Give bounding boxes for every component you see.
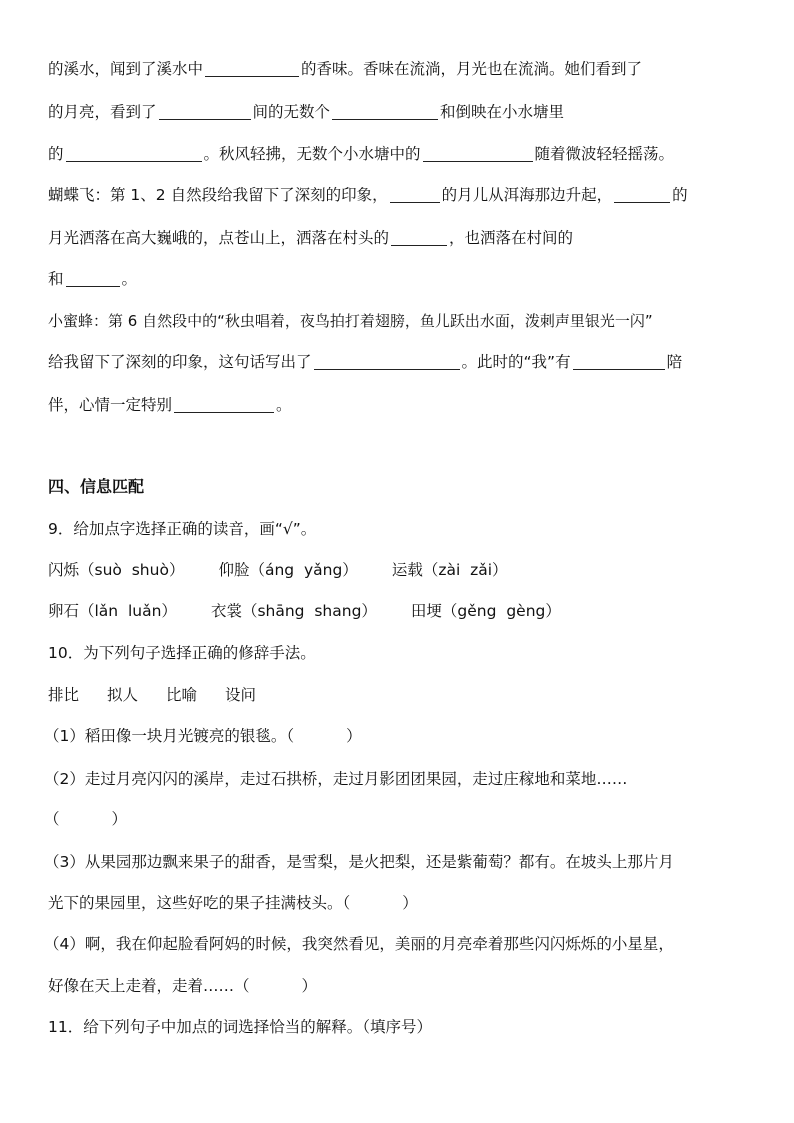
text: 9．给加点字选择正确的读音，画“√”。 [48,520,317,538]
option-biyu: 比喻 [166,686,198,704]
text-line-2 [48,101,564,123]
section-heading [48,476,144,498]
answer-blank[interactable] [391,229,447,246]
text: ） [346,727,362,745]
text: 的香味。香味在流淌，月光也在流淌。她们看到了 [301,60,643,78]
pinyin-option[interactable]: 运载（zài zǎi） [391,561,508,579]
text: ） [301,977,318,995]
text: ） [402,894,418,912]
text: 好像在天上走着，走着……（ [48,977,250,995]
text: ） [111,810,128,828]
pinyin-option[interactable]: 仰脸（áng yǎng） [218,561,358,579]
answer-blank[interactable] [614,186,670,203]
text: 和 [48,270,64,288]
text: 。秋风轻拂，无数个小水塘中的 [203,145,421,163]
text-line-8 [48,351,682,373]
option-shewen: 设问 [225,686,257,704]
question-10-prompt [48,642,316,664]
text: （2）走过月亮闪闪的溪岸，走过石拱桥，走过月影团团果园，走过庄稼地和菜地…… [44,770,628,788]
answer-blank[interactable] [423,145,533,162]
text: 光下的果园里，这些好吃的果子挂满枝头。（ [48,894,351,912]
text: 的溪水，闻到了溪水中 [48,60,204,78]
sentence-3 [44,851,674,873]
text: 间的无数个 [252,103,331,121]
question-11-prompt [48,1016,432,1038]
answer-blank[interactable] [66,270,120,287]
pinyin-option[interactable]: 衣裳（shāng shang） [210,602,377,620]
sentence-3-cont [48,892,418,914]
rhetoric-options [48,684,256,706]
answer-blank[interactable] [174,396,274,413]
text: 伴，心情一定特别 [48,396,173,414]
pinyin-option[interactable]: 田埂（gěng gèng） [410,602,561,620]
question-9-row-1 [48,559,508,581]
option-niren: 拟人 [107,686,139,704]
text: 随着微波轻轻摇荡。 [534,145,675,163]
text: 给我留下了深刻的印象，这句话写出了 [48,353,312,371]
answer-blank[interactable] [205,60,299,77]
text: （4）啊，我在仰起脸看阿妈的时候，我突然看见，美丽的月亮牵着那些闪闪烁烁的小星星， [44,935,674,953]
sentence-4-cont [48,975,317,997]
text: 和倒映在小水塘里 [440,103,565,121]
text: 的 [48,145,64,163]
text: 月光洒落在高大巍峨的，点苍山上，洒落在村头的 [48,229,390,247]
text-line-5 [48,227,573,249]
text: 的 [672,186,688,204]
text-line-9 [48,394,292,416]
text: 陪 [666,353,683,371]
text: （ [44,810,60,828]
sentence-4 [44,933,674,955]
text: ，也洒落在村间的 [449,229,574,247]
text: 。 [121,270,138,288]
text: 的月儿从洱海那边升起， [441,186,613,204]
sentence-2 [44,768,627,790]
text: 10．为下列句子选择正确的修辞手法。 [48,644,316,662]
question-9-row-2 [48,600,561,622]
text-line-3 [48,143,674,165]
text: 小蜜蜂：第 6 自然段中的“秋虫唱着，夜鸟拍打着翅膀，鱼儿跃出水面，泼刺声里银光一闪” [48,312,653,330]
answer-blank[interactable] [314,353,460,370]
option-paibi: 排比 [48,686,80,704]
text-line-1 [48,58,642,80]
text: 。 [276,396,292,414]
sentence-1 [44,725,362,747]
answer-blank[interactable] [159,103,251,120]
text-line-4 [48,184,688,206]
text: （1）稻田像一块月光镀亮的银毯。（ [44,727,295,745]
section-title: 四、信息匹配 [48,477,145,496]
text-line-6 [48,268,137,290]
answer-blank[interactable] [573,353,665,370]
answer-blank[interactable] [66,145,202,162]
text: （3）从果园那边飘来果子的甜香，是雪梨，是火把梨，还是紫葡萄？都有。在坡头上那片月 [44,853,674,871]
question-9-prompt [48,518,316,540]
answer-blank[interactable] [390,186,440,203]
text-line-7 [48,310,653,332]
text: 。此时的“我”有 [461,353,571,371]
pinyin-option[interactable]: 闪烁（suò shuò） [48,561,185,579]
answer-blank[interactable] [332,103,438,120]
pinyin-option[interactable]: 卵石（lǎn luǎn） [48,602,177,620]
sentence-2-answer [44,808,127,830]
text: 蝴蝶飞：第 1、2 自然段给我留下了深刻的印象， [48,186,388,204]
text: 11．给下列句子中加点的词选择恰当的解释。（填序号） [48,1018,432,1036]
text: 的月亮，看到了 [48,103,157,121]
